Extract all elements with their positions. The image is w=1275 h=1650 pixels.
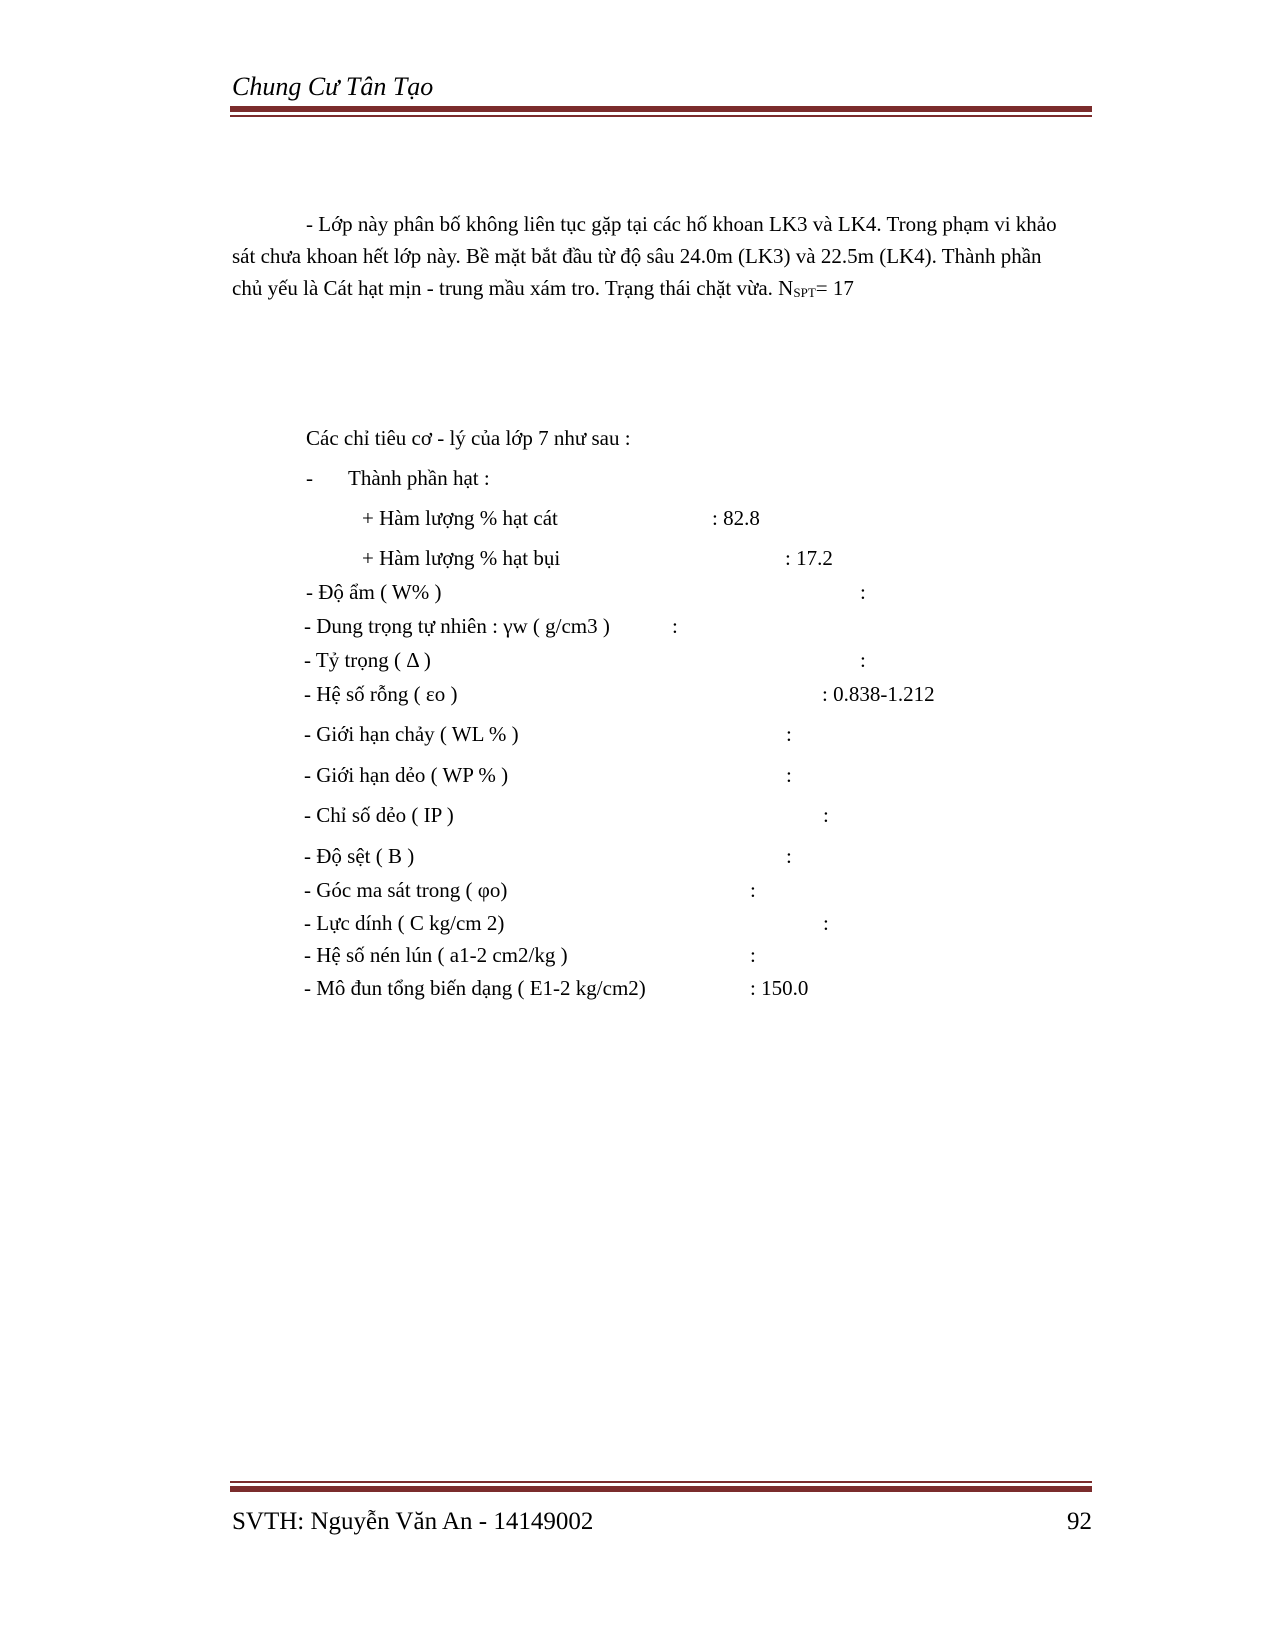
friction-angle-value: : <box>750 878 756 902</box>
unit-weight-value: : <box>672 614 678 638</box>
void-ratio-value: : 0.838-1.212 <box>822 682 935 706</box>
unit-weight-label: - Dung trọng tự nhiên : γw ( g/cm3 ) <box>304 614 610 638</box>
moisture-value: : <box>860 580 866 604</box>
liquid-limit-label: - Giới hạn chảy ( WL % ) <box>304 722 519 746</box>
compressibility-value: : <box>750 943 756 967</box>
moisture-label: - Độ ẩm ( W% ) <box>306 580 442 604</box>
properties-intro: Các chỉ tiêu cơ - lý của lớp 7 như sau : <box>306 426 631 450</box>
plasticity-index-value: : <box>823 803 829 827</box>
plasticity-index-label: - Chỉ số dẻo ( IP ) <box>304 803 454 827</box>
sand-content-label: + Hàm lượng % hạt cát <box>362 506 558 530</box>
footer-rule-thin <box>230 1481 1092 1483</box>
spt-subscript: SPT <box>793 285 816 300</box>
header-rule-thin <box>230 115 1092 117</box>
deformation-modulus-value: : 150.0 <box>750 976 809 1000</box>
page-number: 92 <box>1067 1508 1092 1535</box>
specific-gravity-label: - Tỷ trọng ( Δ ) <box>304 648 431 672</box>
cohesion-value: : <box>823 911 829 935</box>
consistency-value: : <box>786 844 792 868</box>
deformation-modulus-label: - Mô đun tổng biến dạng ( E1-2 kg/cm2) <box>304 976 646 1000</box>
footer-rule-thick <box>230 1486 1092 1492</box>
layer-description-paragraph <box>232 208 1077 309</box>
plastic-limit-value: : <box>786 763 792 787</box>
plastic-limit-label: - Giới hạn dẻo ( WP % ) <box>304 763 509 787</box>
specific-gravity-value: : <box>860 648 866 672</box>
friction-angle-label: - Góc ma sát trong ( φo) <box>304 878 508 902</box>
grain-dash: - <box>306 466 313 490</box>
page-header-title: Chung Cư Tân Tạo <box>232 72 434 101</box>
sand-content-value: : 82.8 <box>712 506 760 530</box>
footer-author: SVTH: Nguyễn Văn An - 14149002 <box>232 1508 594 1535</box>
void-ratio-label: - Hệ số rỗng ( εo ) <box>304 682 458 706</box>
silt-content-label: + Hàm lượng % hạt bụi <box>362 546 561 570</box>
compressibility-label: - Hệ số nén lún ( a1-2 cm2/kg ) <box>304 943 568 967</box>
grain-composition-label: Thành phần hạt : <box>348 466 490 490</box>
liquid-limit-value: : <box>786 722 792 746</box>
header-rule-thick <box>230 106 1092 112</box>
cohesion-label: - Lực dính ( C kg/cm 2) <box>304 911 505 935</box>
silt-content-value: : 17.2 <box>785 546 833 570</box>
consistency-label: - Độ sệt ( B ) <box>304 844 415 868</box>
paragraph-text: - Lớp này phân bố không liên tục gặp tại các hố khoan LK3 và LK4. Trong phạm vi khảo sát chưa khoan hết lớp này. Bề mặt bắt đầu từ độ sâu 24.0m (LK3) và 22.5m (LK4). Thành phần chủ yếu là Cát hạt mịn - trung mầu xám tro. Trạng thái chặt vừa. N <box>232 212 1057 300</box>
spt-value: = 17 <box>815 276 854 300</box>
